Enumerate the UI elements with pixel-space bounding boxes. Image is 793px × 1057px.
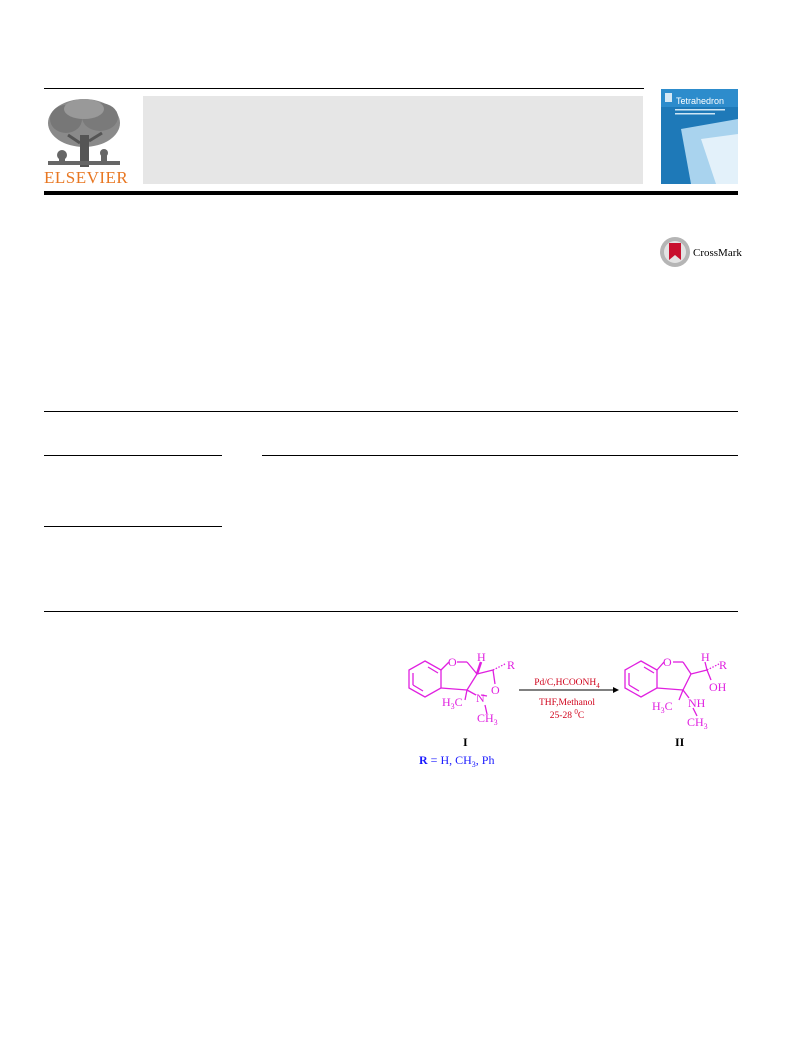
elsevier-wordmark: ELSEVIER [44,168,129,187]
atom-CH3-I: CH [477,711,494,725]
journal-cover-thumbnail [661,89,738,184]
atom-CH3-II: CH [687,715,704,729]
svg-text:H3C: $H_3C$ [442,695,463,711]
atom-N-I: N [476,691,485,705]
reagent-line-2: THF,Methanol [539,698,595,708]
keywords-rule [44,526,222,527]
atom-R-II: R [719,658,728,672]
atom-O-pyran-II: O [663,655,672,669]
header-top-rule [44,88,644,89]
atom-H-I: H [477,650,486,664]
reagent-line-3: 25-28 $^0$C [549,708,585,721]
compound-I-label: I [463,735,468,749]
cover-title: Tetrahedron [676,96,725,106]
svg-text:CH3: $CH_3$ [477,711,498,727]
compound-II-label: II [675,735,685,749]
atom-H3C-I: H [442,695,451,709]
article-info-top-rule [44,411,738,412]
svg-text:CH3: $CH_3$ [687,715,708,731]
crossmark-badge[interactable] [659,236,743,268]
reagent-line-1: $Pd/C,HCOONH_4$ [534,678,600,690]
atom-O-pyran-I: O [448,655,457,669]
atom-R-I: R [507,658,516,672]
atom-H3C-II: H [652,699,661,713]
crossmark-label: CrossMark [693,247,742,259]
header-thick-rule [44,191,738,195]
atom-O-isox-I: O [491,683,500,697]
atom-H-II: H [701,650,710,664]
abstract-rule [262,455,738,456]
journal-header-banner [143,96,643,184]
article-info-left-rule [44,455,222,456]
svg-text:H3C: $H_3C$ [652,699,673,715]
atom-NH-II: NH [688,696,706,710]
reaction-scheme [405,640,740,770]
article-info-bottom-rule [44,611,738,612]
atom-OH-II: OH [709,680,727,694]
r-group-definition: R = H, $CH_3$, Ph [419,753,495,769]
